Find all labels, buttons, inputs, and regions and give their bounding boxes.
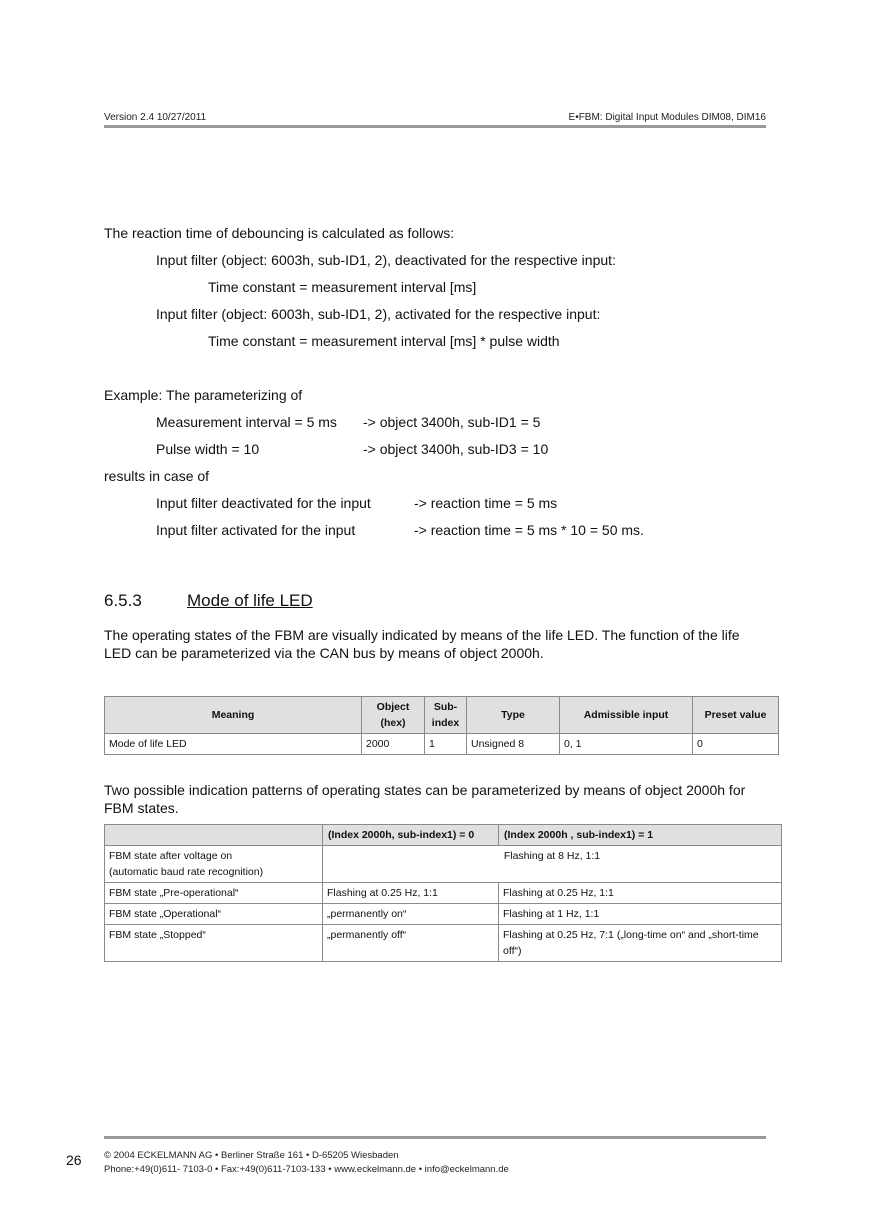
- cell-type: Unsigned 8: [467, 734, 560, 755]
- section-paragraph-2: Two possible indication patterns of operating states can be parameterized by means of object 2000h for FBM states.: [104, 782, 746, 816]
- header-subindex: [425, 697, 467, 734]
- cell-state: [105, 846, 323, 883]
- example-result-1-value: -> reaction time = 5 ms: [414, 495, 558, 511]
- cell-pattern-1: Flashing at 0.25 Hz, 7:1 („long-time on“ and „short-time off“): [499, 925, 782, 962]
- header-type: Type: [467, 697, 560, 734]
- page-number: 26: [66, 1152, 82, 1168]
- intro-line-5: Time constant = measurement interval [ms] * pulse width: [208, 333, 560, 349]
- cell-merged-pattern: Flashing at 8 Hz, 1:1: [323, 846, 782, 883]
- cell-pattern-1: Flashing at 0.25 Hz, 1:1: [499, 883, 782, 904]
- header-version: Version 2.4 10/27/2011: [104, 112, 207, 123]
- example-param-2-value: -> object 3400h, sub-ID3 = 10: [363, 441, 549, 457]
- header-subindex-line-1: Sub-: [433, 701, 458, 713]
- header-meaning: Meaning: [105, 697, 362, 734]
- example-results: results in case of: [104, 468, 210, 484]
- example-title: Example: The parameterizing of: [104, 387, 303, 403]
- section-number: 6.5.3: [104, 591, 142, 610]
- header-index-0: (Index 2000h, sub-index1) = 0: [323, 825, 499, 846]
- cell-state: FBM state „Operational“: [105, 904, 323, 925]
- cell-pattern-1: Flashing at 1 Hz, 1:1: [499, 904, 782, 925]
- header-object-line-2: (hex): [380, 717, 406, 729]
- footer-address: © 2004 ECKELMANN AG • Berliner Straße 161 • D-65205 Wiesbaden: [104, 1150, 399, 1161]
- cell-pattern-0: Flashing at 0.25 Hz, 1:1: [323, 883, 499, 904]
- intro-line-4: Input filter (object: 6003h, sub-ID1, 2), activated for the respective input:: [156, 306, 601, 322]
- indication-table-header-row: [105, 825, 782, 846]
- cell-state: FBM state „Stopped“: [105, 925, 323, 962]
- header-object-line-1: Object: [376, 701, 410, 713]
- example-param-1-label: Measurement interval = 5 ms: [156, 414, 337, 430]
- header-index-1: (Index 2000h , sub-index1) = 1: [499, 825, 782, 846]
- table-row: [105, 846, 782, 883]
- table-row: [105, 925, 782, 962]
- section-title: Mode of life LED: [187, 591, 313, 610]
- footer-rule: [104, 1136, 766, 1139]
- header-state: [105, 825, 323, 846]
- cell-admissible-input: 0, 1: [560, 734, 693, 755]
- table-row: [105, 904, 782, 925]
- cell-object: 2000: [362, 734, 425, 755]
- header-admissible-input: Admissible input: [560, 697, 693, 734]
- cell-pattern-0: „permanently on“: [323, 904, 499, 925]
- table-row: [105, 734, 779, 755]
- header-rule: [104, 125, 766, 128]
- header-title: E•FBM: Digital Input Modules DIM08, DIM16: [568, 112, 766, 123]
- object-table: [104, 696, 779, 755]
- footer-contact: Phone:+49(0)611- 7103-0 • Fax:+49(0)611-7103-133 • www.eckelmann.de • info@eckelmann.de: [104, 1164, 509, 1175]
- cell-preset-value: 0: [693, 734, 779, 755]
- header-object: [362, 697, 425, 734]
- example-result-1-label: Input filter deactivated for the input: [156, 495, 371, 511]
- cell-subindex: 1: [425, 734, 467, 755]
- intro-line-3: Time constant = measurement interval [ms]: [208, 279, 477, 295]
- cell-pattern-0: „permanently off“: [323, 925, 499, 962]
- section-paragraph-1: The operating states of the FBM are visually indicated by means of the life LED. The function of the life LED can be parameterized via the CAN bus by means of object 2000h.: [104, 627, 740, 661]
- header-subindex-line-2: index: [431, 717, 460, 729]
- cell-state: FBM state „Pre-operational“: [105, 883, 323, 904]
- example-result-2-value: -> reaction time = 5 ms * 10 = 50 ms.: [414, 522, 644, 538]
- object-table-header-row: [105, 697, 779, 734]
- indication-table: [104, 824, 782, 962]
- cell-state-line-1: FBM state after voltage on: [109, 850, 233, 862]
- table-row: [105, 883, 782, 904]
- intro-line-2: Input filter (object: 6003h, sub-ID1, 2), deactivated for the respective input:: [156, 252, 616, 268]
- intro-line-1: The reaction time of debouncing is calculated as follows:: [104, 225, 455, 241]
- cell-meaning: Mode of life LED: [105, 734, 362, 755]
- example-param-2-label: Pulse width = 10: [156, 441, 260, 457]
- example-result-2-label: Input filter activated for the input: [156, 522, 356, 538]
- header-preset-value: Preset value: [693, 697, 779, 734]
- example-param-1-value: -> object 3400h, sub-ID1 = 5: [363, 414, 541, 430]
- cell-state-line-2: (automatic baud rate recognition): [109, 866, 264, 878]
